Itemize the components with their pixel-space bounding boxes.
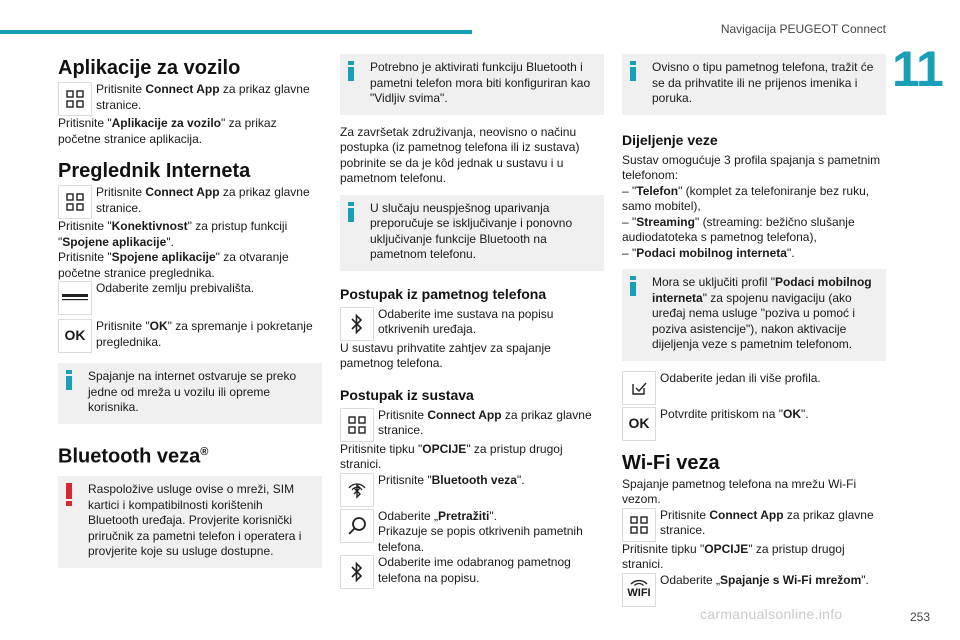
step-row: OK Potvrdite pritiskom na "OK". xyxy=(622,407,886,441)
info-icon xyxy=(629,61,637,81)
wifi-icon: WIFI xyxy=(622,573,656,607)
column-3: Ovisno o tipu pametnog telefona, tražit će se da prihvatite ili ne prijenos imenika i poruka. Dijeljenje veze Sustav omogućuje 3 profila spajanja s pametnim telefonom: – "Telefon" (komplet za telefoniranje bez ruku, samo mobitel), – "Streaming" (streaming: bežično slušanje audiodatoteka s pametnog telefona), – "Podaci mobilnog interneta". Mora se uključiti profil "Podaci mobilnog interneta" za spojenu navigaciju (ako uređaj nema usluge "poziva u pomoć i poziva asistencije"), nakon aktivacije dijeljenja veze s pametnim telefonom. Odaberite jedan ili više profila. OK Potvrdite pritiskom na "OK". Wi-Fi veza Spajanje pametnog telefona na mrežu Wi-Fi vezom. Pritisnite Connect App za prikaz glavne stranice. Pritisnite tipku "OPCIJE" za pristup drugoj stranici. WIFI Odaberite „Spajanje s Wi-Fi mrežom". xyxy=(622,50,886,607)
info-icon xyxy=(629,276,637,296)
ok-icon: OK xyxy=(58,319,92,353)
info-note: U slučaju neuspješnog uparivanja preporučuje se isključivanje i ponovno uključivanje funkcije Bluetooth na pametnom telefonu. xyxy=(340,195,604,271)
ok-icon: OK xyxy=(622,407,656,441)
step-row: WIFI Odaberite „Spajanje s Wi-Fi mrežom". xyxy=(622,573,886,607)
step-row: Odaberite „Pretražiti". Prikazuje se popis otkrivenih pametnih telefona. xyxy=(340,509,604,556)
heading-wifi: Wi-Fi veza xyxy=(622,451,720,474)
heading-bluetooth: Bluetooth veza® xyxy=(58,445,209,468)
info-note: Spajanje na internet ostvaruje se preko jedne od mreža u vozilu ili opreme korisnika. xyxy=(58,363,322,424)
watermark: carmanualsonline.info xyxy=(700,606,843,622)
warning-icon xyxy=(65,483,73,506)
page-number: 253 xyxy=(909,610,930,624)
bluetooth-icon xyxy=(340,555,374,589)
step-row: Odaberite ime sustava na popisu otkrivenih uređaja. xyxy=(340,307,604,341)
info-note: Mora se uključiti profil "Podaci mobilnog interneta" za spojenu navigaciju (ako uređaj nema usluge "poziva u pomoć i poziva asistencije"), nakon aktivacije dijeljenja veze s pametnim telefonom. xyxy=(622,269,886,361)
bluetooth-signal-icon xyxy=(340,473,374,507)
step-row: Pritisnite Connect App za prikaz glavne stranice. xyxy=(58,185,322,219)
warning-note: Raspoložive usluge ovise o mreži, SIM kartici i kompatibilnosti korištenih Bluetooth uređaja. Provjerite korisnički priručnik za pametni telefon i operatera i provjerite koje su usluge dostupne. xyxy=(58,476,322,568)
info-icon xyxy=(347,202,355,222)
step-row: Pritisnite Connect App za prikaz glavne stranice. xyxy=(340,408,604,442)
column-2: Potrebno je aktivirati funkciju Bluetooth i pametni telefon mora biti konfiguriran kao "Vidljiv svima". Za završetak združivanja, neovisno o načinu postupka (iz pametnog telefona ili iz sustava) pobrinite se da je kôd jednak u sustavu i u pametnom telefonu. U slučaju neuspješnog uparivanja preporučuje se isključivanje i ponovno uključivanje funkcije Bluetooth na pametnom telefonu. Postupak iz pametnog telefona Odaberite ime sustava na popisu otkrivenih uređaja. U sustavu prihvatite zahtjev za spajanje pametnog telefona. Postupak iz sustava Pritisnite Connect App za prikaz glavne stranice. Pritisnite tipku "OPCIJE" za pristup drugoj stranici. Pritisnite "Bluetooth veza". Odaberite „Pretražiti". Prikazuje se popis otkrivenih pametnih telefona. Odaberite ime odabranog pametnog telefona na popisu. xyxy=(340,50,604,589)
step-row: Odaberite jedan ili više profila. xyxy=(622,371,886,405)
step-row: Odaberite ime odabranog pametnog telefona na popisu. xyxy=(340,555,604,589)
heading-from-system: Postupak iz sustava xyxy=(340,386,474,403)
step-row: Pritisnite "Bluetooth veza". xyxy=(340,473,604,507)
checkbox-icon xyxy=(622,371,656,405)
heading-sharing: Dijeljenje veze xyxy=(622,131,718,148)
grid-icon xyxy=(340,408,374,442)
step-row: OK Pritisnite "OK" za spremanje i pokretanje preglednika. xyxy=(58,319,322,353)
info-icon xyxy=(65,370,73,390)
heading-vehicle-apps: Aplikacije za vozilo xyxy=(58,57,241,79)
search-icon xyxy=(340,509,374,543)
grid-icon xyxy=(58,185,92,219)
list-bar-icon xyxy=(58,281,92,315)
step-row: Pritisnite Connect App za prikaz glavne stranice. xyxy=(622,508,886,542)
step-row: Pritisnite Connect App za prikaz glavne stranice. xyxy=(58,82,322,116)
heading-browser: Preglednik Interneta xyxy=(58,160,251,182)
step-row: Odaberite zemlju prebivališta. xyxy=(58,281,322,315)
info-note: Ovisno o tipu pametnog telefona, tražit će se da prihvatite ili ne prijenos imenika i poruka. xyxy=(622,54,886,115)
bluetooth-icon xyxy=(340,307,374,341)
header-accent-bar xyxy=(0,30,472,34)
running-header: Navigacija PEUGEOT Connect xyxy=(720,22,886,36)
info-note: Potrebno je aktivirati funkciju Bluetooth i pametni telefon mora biti konfiguriran kao "Vidljiv svima". xyxy=(340,54,604,115)
heading-from-phone: Postupak iz pametnog telefona xyxy=(340,285,547,302)
chapter-number: 11 xyxy=(892,41,943,97)
column-1: Aplikacije za vozilo Pritisnite Connect App za prikaz glavne stranice. Pritisnite "Aplikacije za vozilo" za prikaz početne stranice aplikacija. Preglednik Interneta Pritisnite Connect App za prikaz glavne stranice. Pritisnite "Konektivnost" za pristup funkciji "Spojene aplikacije". Pritisnite "Spojene aplikacije" za otvaranje početne stranice preglednika. Odaberite zemlju prebivališta. OK Pritisnite "OK" za spremanje i pokretanje preglednika. Spajanje na internet ostvaruje se preko jedne od mreža u vozilu ili opreme korisnika. Bluetooth veza® Raspoložive usluge ovise o mreži, SIM kartici i kompatibilnosti korištenih Bluetooth uređaja. Provjerite korisnički priručnik za pametni telefon i operatera i provjerite koje su usluge dostupne. xyxy=(58,50,322,578)
grid-icon xyxy=(58,82,92,116)
grid-icon xyxy=(622,508,656,542)
info-icon xyxy=(347,61,355,81)
